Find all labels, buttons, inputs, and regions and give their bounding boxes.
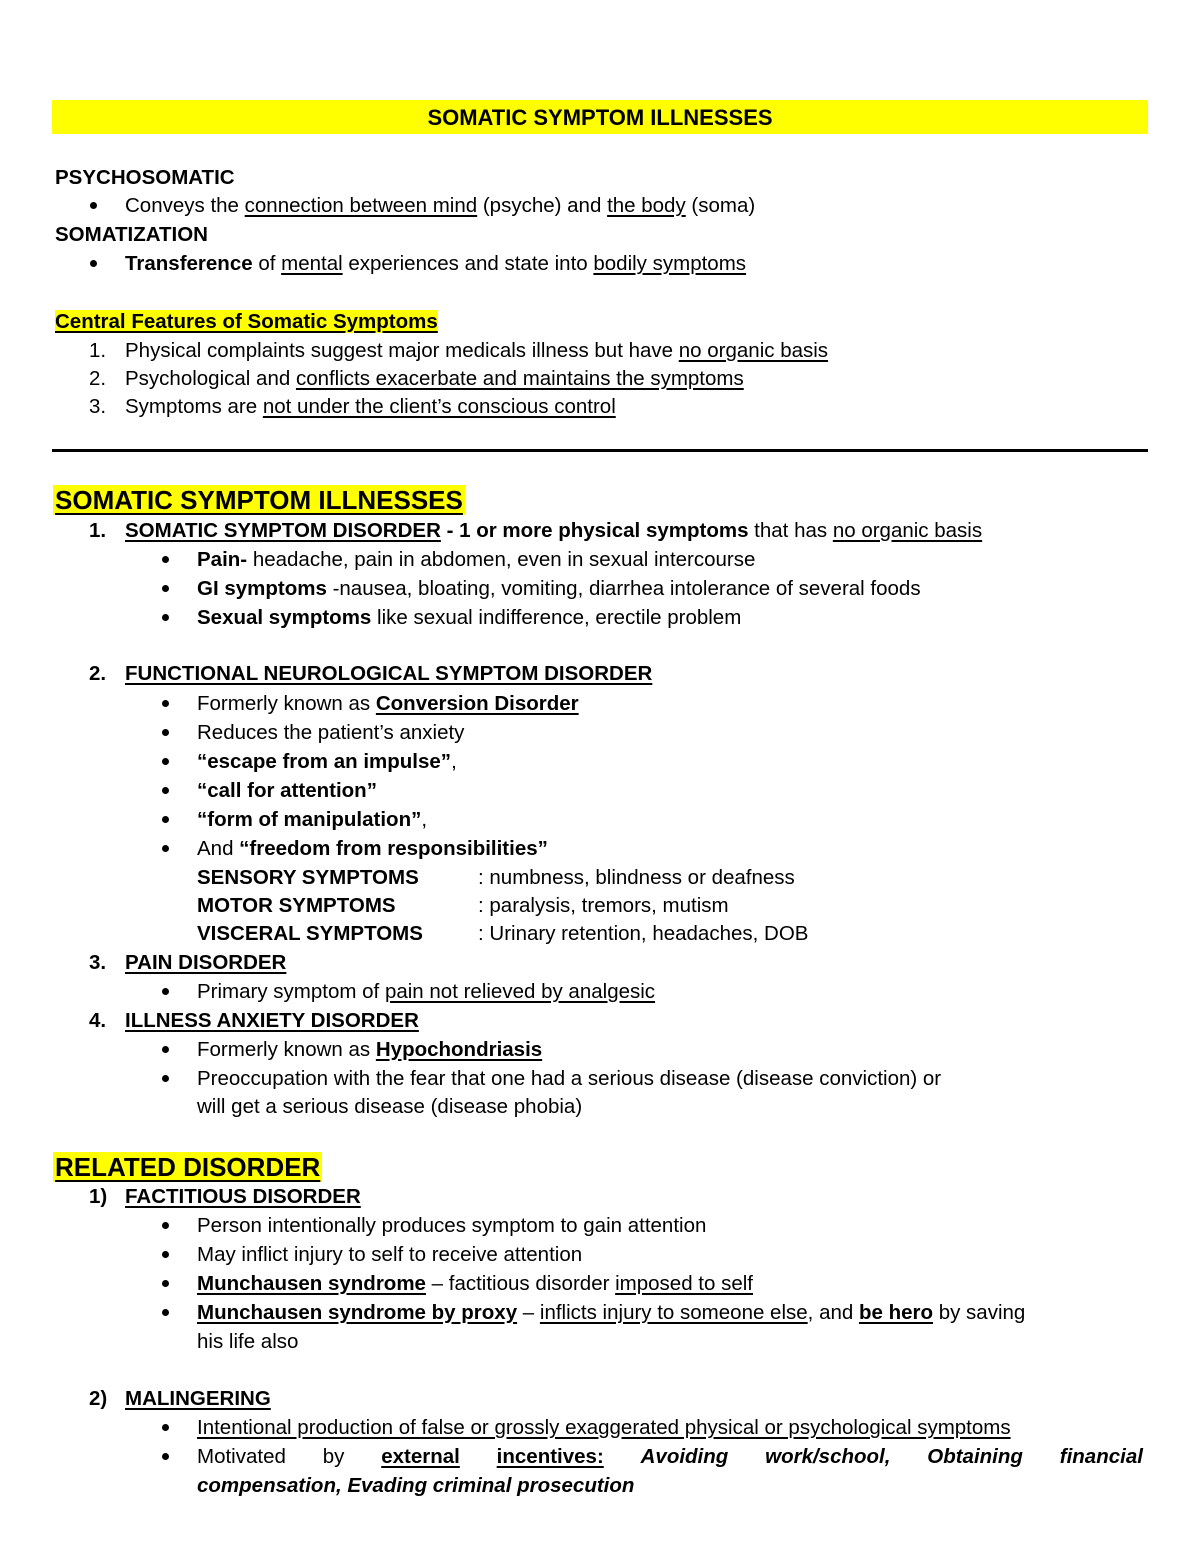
bullet-icon <box>162 556 169 563</box>
list-number: 2. <box>89 367 107 390</box>
motor-symptoms-label: MOTOR SYMPTOMS <box>197 894 396 917</box>
psychosomatic-line: Conveys the connection between mind (psyche) and the body (soma) <box>125 194 756 217</box>
fnsd-bullet-formerly: Formerly known as Conversion Disorder <box>197 692 579 715</box>
factitious-bullet-4: Munchausen syndrome by proxy – inflicts injury to someone else, and be hero by saving <box>197 1301 1026 1324</box>
bullet-icon <box>162 614 169 621</box>
list-number: 1) <box>89 1185 108 1208</box>
document-title: SOMATIC SYMPTOM ILLNESSES <box>52 100 1148 134</box>
ssd-bullet-gi: GI symptoms -nausea, bloating, vomiting, diarrhea intolerance of several foods <box>197 577 921 600</box>
visceral-symptoms-label: VISCERAL SYMPTOMS <box>197 922 423 945</box>
malingering-bullet-1: Intentional production of false or grossly exaggerated physical or psychological symptoms <box>197 1416 1011 1439</box>
list-number: 1. <box>89 519 107 542</box>
central-item-1: Physical complaints suggest major medicals illness but have no organic basis <box>125 339 829 362</box>
bullet-icon <box>162 1075 169 1082</box>
sensory-symptoms-label: SENSORY SYMPTOMS <box>197 866 419 889</box>
iad-title: ILLNESS ANXIETY DISORDER <box>125 1009 419 1032</box>
list-number: 3. <box>89 951 107 974</box>
ssi-heading: SOMATIC SYMPTOM ILLNESSES <box>55 485 463 515</box>
ssd-bullet-sexual: Sexual symptoms like sexual indifference, erectile problem <box>197 606 742 629</box>
visceral-symptoms-value: : Urinary retention, headaches, DOB <box>478 922 809 945</box>
fnsd-bullet-attention: “call for attention” <box>197 779 377 802</box>
malingering-title: MALINGERING <box>125 1387 271 1410</box>
list-number: 4. <box>89 1009 107 1032</box>
related-heading: RELATED DISORDER <box>55 1152 321 1182</box>
factitious-bullet-3: Munchausen syndrome – factitious disorder imposed to self <box>197 1272 753 1295</box>
list-number: 1. <box>89 339 107 362</box>
malingering-bullet-2-l1: Motivated by external incentives: Avoiding work/school, Obtaining financial <box>197 1445 1143 1468</box>
bullet-icon <box>162 585 169 592</box>
bullet-icon <box>90 202 97 209</box>
bullet-icon <box>162 1453 169 1460</box>
list-number: 2. <box>89 662 107 685</box>
central-item-2: Psychological and conflicts exacerbate and maintains the symptoms <box>125 367 744 390</box>
iad-bullet-preoccupation-l1: Preoccupation with the fear that one had a serious disease (disease conviction) or <box>197 1067 942 1090</box>
iad-bullet-formerly: Formerly known as Hypochondriasis <box>197 1038 543 1061</box>
fnsd-bullet-escape: “escape from an impulse”, <box>197 750 457 773</box>
bullet-icon <box>162 816 169 823</box>
malingering-bullet-2-l2: compensation, Evading criminal prosecution <box>197 1474 635 1497</box>
ssd-bullet-pain: Pain- headache, pain in abdomen, even in sexual intercourse <box>197 548 756 571</box>
fnsd-title: FUNCTIONAL NEUROLOGICAL SYMPTOM DISORDER <box>125 662 653 685</box>
bullet-icon <box>162 1424 169 1431</box>
bullet-icon <box>90 260 97 267</box>
somatization-heading: SOMATIZATION <box>55 223 208 246</box>
motor-symptoms-value: : paralysis, tremors, mutism <box>478 894 729 917</box>
bullet-icon <box>162 1280 169 1287</box>
bullet-icon <box>162 758 169 765</box>
list-number: 2) <box>89 1387 108 1410</box>
section-divider <box>52 449 1148 452</box>
ssd-line: SOMATIC SYMPTOM DISORDER - 1 or more physical symptoms that has no organic basis <box>125 519 983 542</box>
factitious-bullet-1: Person intentionally produces symptom to gain attention <box>197 1214 707 1237</box>
pain-disorder-title: PAIN DISORDER <box>125 951 287 974</box>
factitious-bullet-2: May inflict injury to self to receive attention <box>197 1243 583 1266</box>
bullet-icon <box>162 1251 169 1258</box>
pain-bullet: Primary symptom of pain not relieved by analgesic <box>197 980 656 1003</box>
factitious-title: FACTITIOUS DISORDER <box>125 1185 361 1208</box>
central-features-heading: Central Features of Somatic Symptoms <box>55 310 438 333</box>
bullet-icon <box>162 1222 169 1229</box>
somatization-line: Transference of mental experiences and state into bodily symptoms <box>125 252 747 275</box>
fnsd-bullet-freedom: And “freedom from responsibilities” <box>197 837 548 860</box>
bullet-icon <box>162 787 169 794</box>
central-item-3: Symptoms are not under the client’s conscious control <box>125 395 616 418</box>
fnsd-bullet-manipulation: “form of manipulation”, <box>197 808 428 831</box>
bullet-icon <box>162 988 169 995</box>
bullet-icon <box>162 845 169 852</box>
iad-bullet-preoccupation-l2: will get a serious disease (disease phobia) <box>197 1095 583 1118</box>
bullet-icon <box>162 1309 169 1316</box>
psychosomatic-heading: PSYCHOSOMATIC <box>55 166 235 189</box>
bullet-icon <box>162 729 169 736</box>
factitious-bullet-4-l2: his life also <box>197 1330 299 1353</box>
sensory-symptoms-value: : numbness, blindness or deafness <box>478 866 795 889</box>
list-number: 3. <box>89 395 107 418</box>
fnsd-bullet-anxiety: Reduces the patient’s anxiety <box>197 721 465 744</box>
bullet-icon <box>162 1046 169 1053</box>
bullet-icon <box>162 700 169 707</box>
